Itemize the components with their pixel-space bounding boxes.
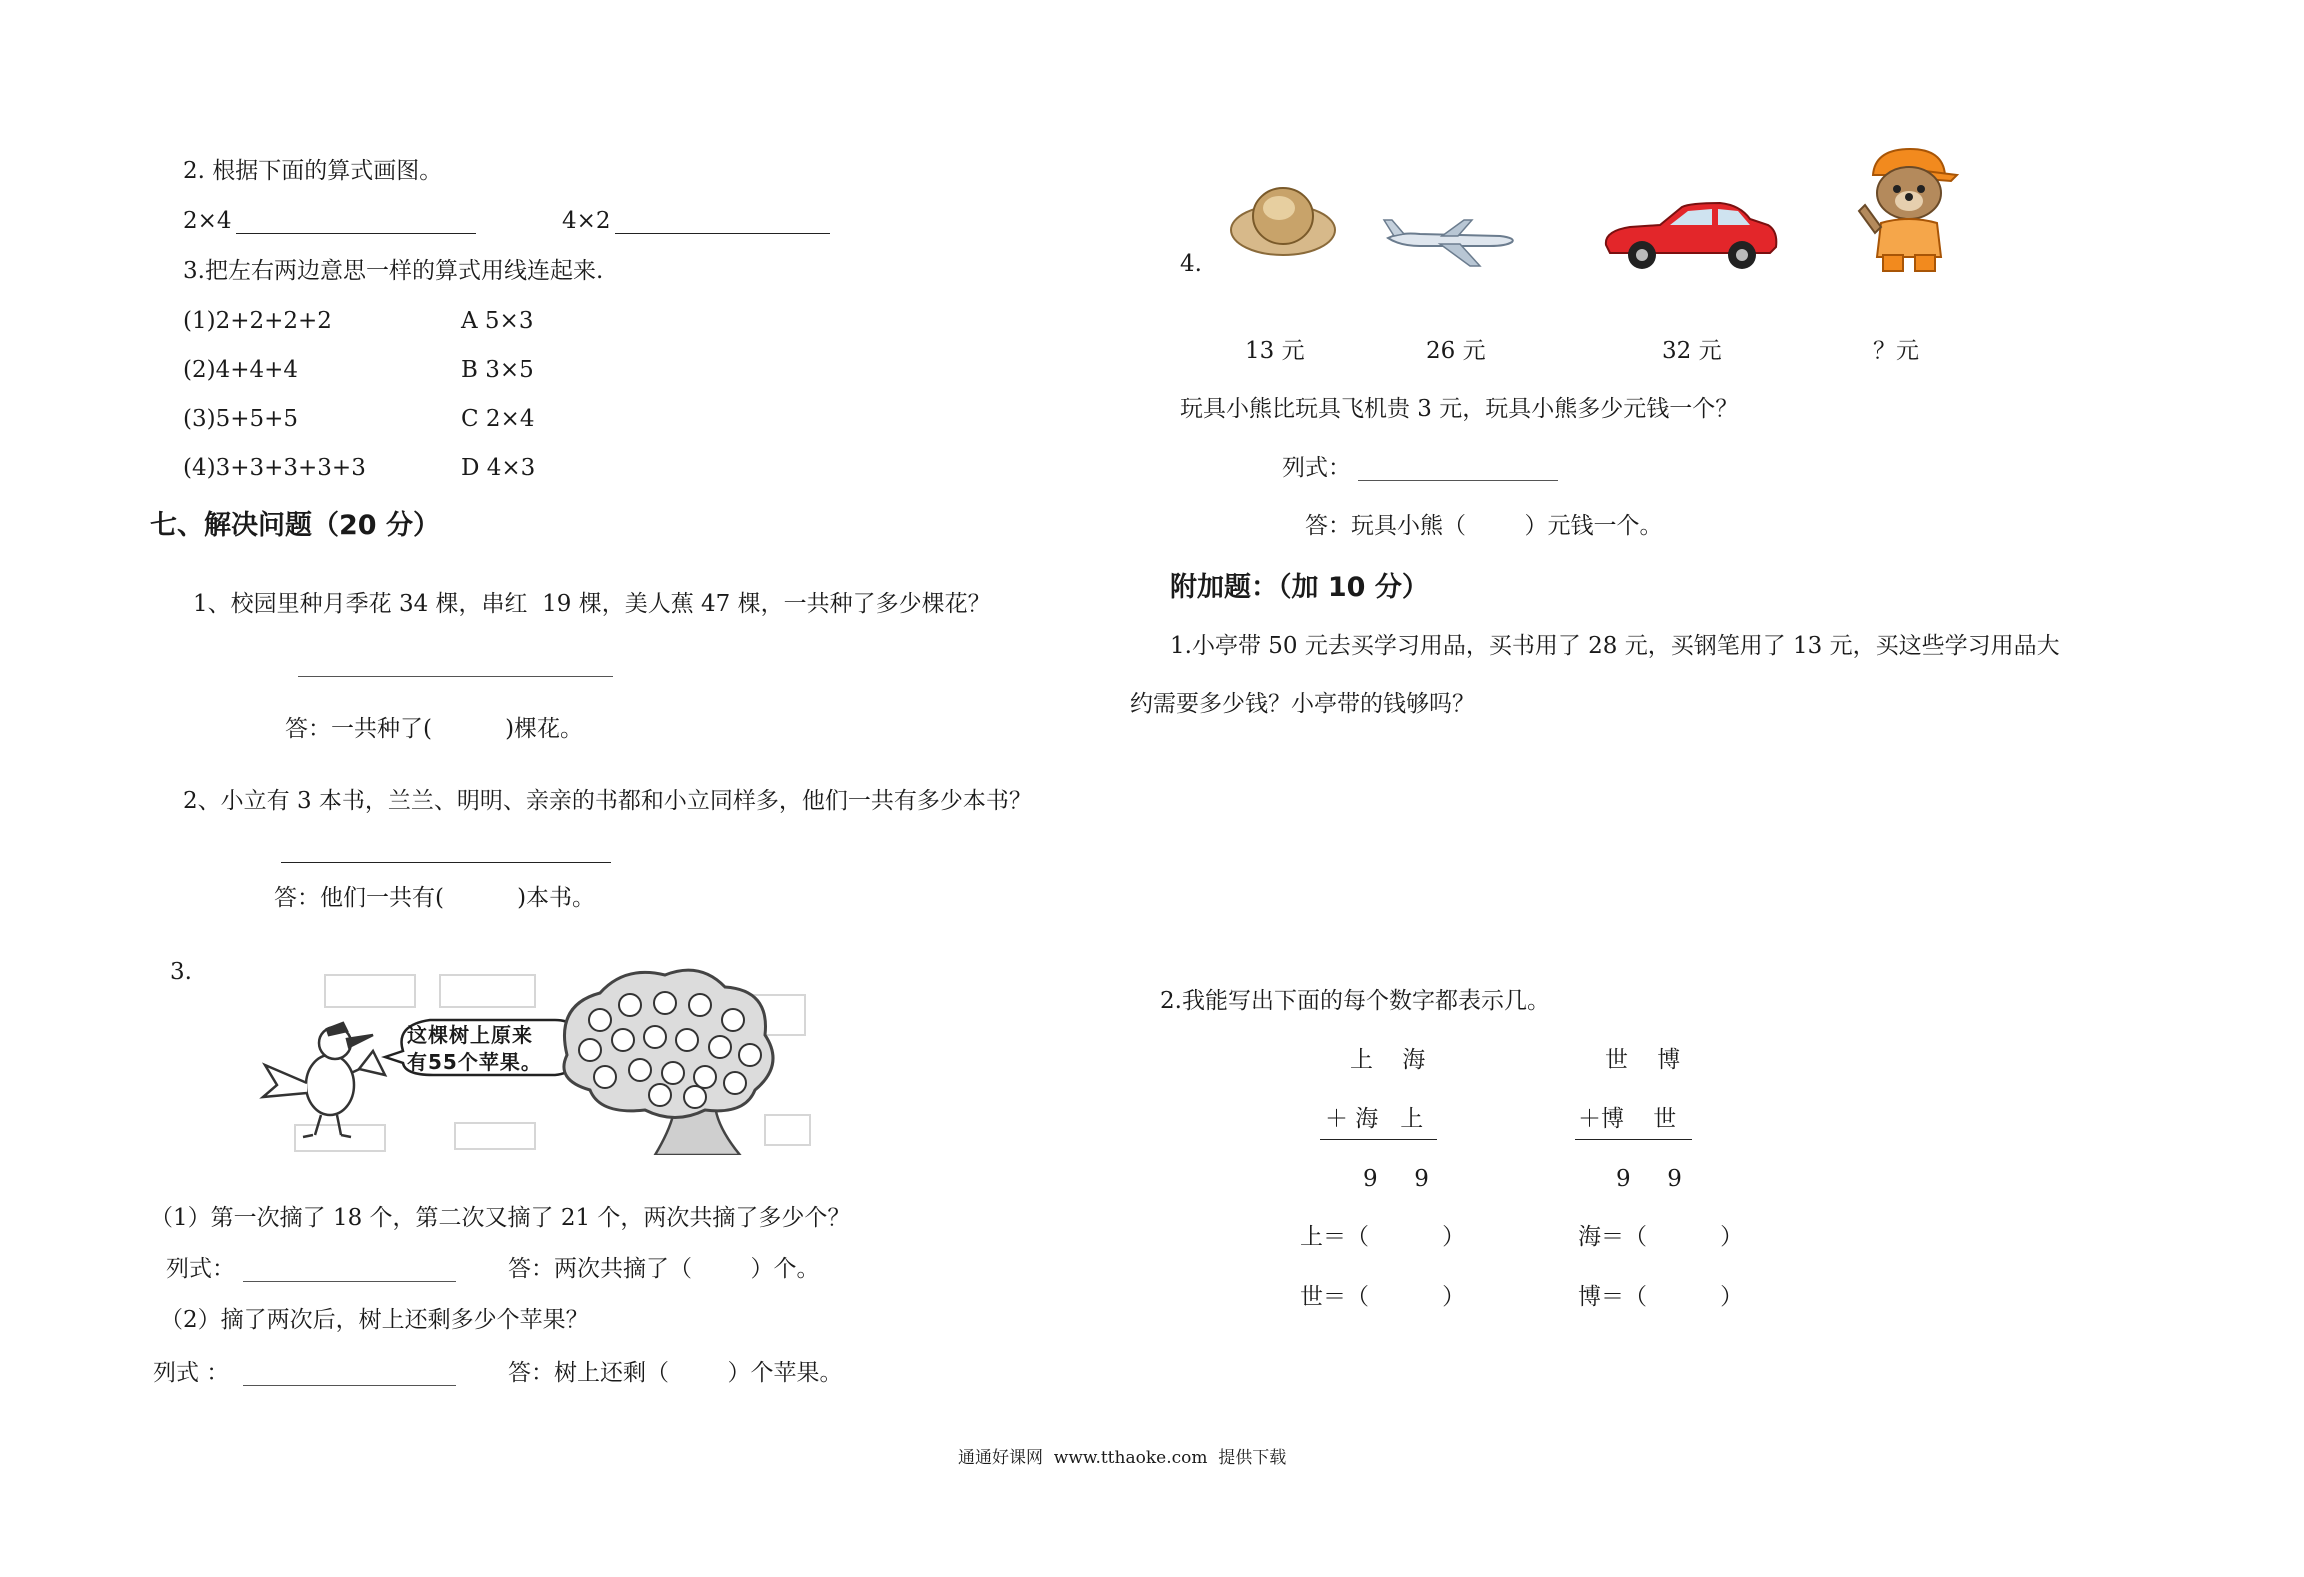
price-car: 32 元: [1662, 338, 1722, 364]
puzzle2-result: 9 9: [1616, 1166, 1682, 1192]
apple-icon: [654, 992, 676, 1014]
apple-icon: [619, 994, 641, 1016]
q4-number: 4.: [1180, 251, 1202, 277]
apple-icon: [662, 1062, 684, 1084]
bonus-q2-title: 2.我能写出下面的每个数字都表示几。: [1160, 988, 1550, 1014]
fill-shang: 上＝（ ）: [1300, 1224, 1466, 1250]
p2-question: 2、小立有 3 本书，兰兰、明明、亲亲的书都和小立同样多，他们一共有多少本书？: [183, 788, 1032, 814]
q2-expr2: 4×2: [562, 208, 611, 234]
price-hat: 13 元: [1245, 338, 1305, 364]
airplane-icon: [1380, 210, 1520, 270]
apple-icon: [676, 1029, 698, 1051]
p3-sub2-formula-label: 列式 ：: [153, 1360, 230, 1386]
q4-answer: 答：玩具小熊（ ）元钱一个。: [1305, 513, 1663, 539]
apple-icon: [689, 994, 711, 1016]
bird-icon: [263, 1023, 385, 1137]
p3-sub1-formula-line: [243, 1281, 456, 1282]
apple-icon: [724, 1072, 746, 1094]
puzzle1-row2: ＋ 海 上: [1325, 1106, 1424, 1132]
bonus-heading: 附加题：（加 10 分）: [1170, 572, 1429, 603]
apple-icon: [694, 1066, 716, 1088]
q3-left-item: (3)5+5+5: [183, 406, 299, 432]
apple-icon: [649, 1084, 671, 1106]
car-icon: [1600, 195, 1780, 275]
p2-answer-line: [281, 862, 611, 863]
puzzle2-row2: ＋博 世: [1578, 1106, 1677, 1132]
hat-icon: [1225, 178, 1340, 258]
q2-answer-line-1: [236, 233, 476, 234]
apple-icon: [589, 1009, 611, 1031]
q2-title: 2. 根据下面的算式画图。: [183, 158, 443, 184]
footer-text: 通通好课网 www.tthaoke.com 提供下载: [958, 1448, 1287, 1468]
q3-left-item: (2)4+4+4: [183, 357, 299, 383]
puzzle1-row1: 上 海: [1350, 1047, 1426, 1073]
apple-icon: [722, 1009, 744, 1031]
section7-heading: 七、解决问题（20 分）: [150, 510, 440, 541]
apple-icon: [594, 1066, 616, 1088]
p3-sub1-formula-label: 列式：: [166, 1256, 235, 1282]
fill-hai: 海＝（ ）: [1578, 1224, 1744, 1250]
bonus-q1-line2: 约需要多少钱？小亭带的钱够吗？: [1130, 691, 1475, 717]
p2-answer: 答：他们一共有( )本书。: [274, 885, 596, 911]
p3-sub2: （2）摘了两次后，树上还剩多少个苹果？: [160, 1307, 589, 1333]
p1-question: 1、校园里种月季花 34 棵，串红 19 棵，美人蕉 47 棵，一共种了多少棵花？: [193, 591, 991, 617]
p3-sub1-answer: 答：两次共摘了（ ）个。: [508, 1256, 820, 1282]
q4-question: 玩具小熊比玩具飞机贵 3 元，玩具小熊多少元钱一个？: [1180, 396, 1739, 422]
bubble-text-line1: 这棵树上原来: [407, 1023, 533, 1047]
price-bear: ？元: [1873, 338, 1919, 364]
q3-right-item: B 3×5: [461, 357, 534, 383]
fill-bo: 博＝（ ）: [1578, 1284, 1744, 1310]
puzzle2-sum-line: [1575, 1139, 1692, 1140]
fill-shi: 世＝（ ）: [1300, 1284, 1466, 1310]
p3-sub2-answer: 答：树上还剩（ ）个苹果。: [508, 1360, 843, 1386]
q3-right-item: D 4×3: [461, 455, 536, 481]
price-airplane: 26 元: [1426, 338, 1486, 364]
apple-icon: [612, 1029, 634, 1051]
q3-right-item: A 5×3: [461, 308, 534, 334]
apple-icon: [644, 1026, 666, 1048]
puzzle1-result: 9 9: [1363, 1166, 1429, 1192]
bubble-text-line2: 有55个苹果。: [407, 1050, 542, 1074]
q2-expr1: 2×4: [183, 208, 232, 234]
apple-icon: [684, 1086, 706, 1108]
apple-icon: [739, 1044, 761, 1066]
q3-title: 3.把左右两边意思一样的算式用线连起来.: [183, 258, 604, 284]
apple-icon: [579, 1039, 601, 1061]
apple-icon: [709, 1036, 731, 1058]
p3-sub2-formula-line: [243, 1385, 456, 1386]
bear-icon: [1855, 145, 1960, 275]
p1-answer: 答：一共种了( )棵花。: [285, 716, 584, 742]
puzzle1-sum-line: [1320, 1139, 1437, 1140]
p3-sub1: （1）第一次摘了 18 个，第二次又摘了 21 个，两次共摘了多少个？: [150, 1205, 851, 1231]
apple-icon: [629, 1059, 651, 1081]
q4-formula-line: [1358, 480, 1558, 481]
q3-left-item: (1)2+2+2+2: [183, 308, 332, 334]
q3-right-item: C 2×4: [461, 406, 535, 432]
puzzle2-row1: 世 博: [1605, 1047, 1681, 1073]
q3-left-item: (4)3+3+3+3+3: [183, 455, 366, 481]
q4-formula-label: 列式：: [1282, 455, 1351, 481]
p1-answer-line: [298, 676, 613, 677]
p3-number: 3.: [170, 959, 192, 985]
q2-answer-line-2: [615, 233, 830, 234]
bonus-q1-line1: 1.小亭带 50 元去买学习用品，买书用了 28 元，买钢笔用了 13 元，买这些学习用品大: [1170, 633, 2060, 659]
